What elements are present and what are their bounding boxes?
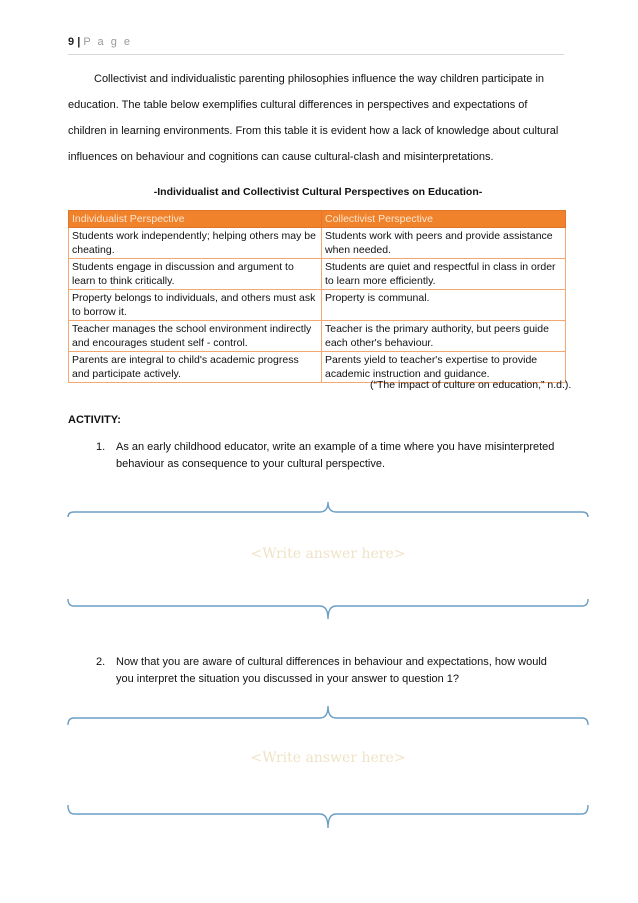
page-label: P a g e	[83, 36, 132, 48]
perspectives-table	[68, 210, 566, 383]
question-2-number: 2.	[96, 656, 106, 668]
table-row	[69, 259, 566, 290]
table-cell-individualist: Students engage in discussion and argument to learn to think critically.	[69, 259, 322, 290]
table-header-row	[69, 211, 566, 228]
page-number: 9	[68, 36, 75, 48]
bottom-brace-icon	[66, 804, 590, 830]
bottom-brace-icon	[66, 598, 590, 622]
table-cell-collectivist: Parents yield to teacher's expertise to provide academic instruction and guidance.	[322, 352, 566, 383]
intro-paragraph: Collectivist and individualistic parenting philosophies influence the way children participate in education. The table below exemplifies cultural differences in perspectives and expectations of children in learning environments. From this table it is evident how a lack of knowledge about cultural influences on behaviour and cognitions can cause cultural-clash and misinterpretations.	[68, 73, 559, 163]
question-1-text: As an early childhood educator, write an example of a time where you have misinterpreted behaviour as consequence to your cultural perspective.	[116, 441, 555, 470]
table-cell-individualist: Property belongs to individuals, and others must ask to borrow it.	[69, 290, 322, 321]
question-1	[96, 439, 556, 473]
answer-placeholder-1[interactable]: <Write answer here>	[250, 546, 406, 562]
answer-box-1[interactable]	[66, 500, 590, 620]
table-cell-collectivist: Students are quiet and respectful in class in order to learn more efficiently.	[322, 259, 566, 290]
table-cell-collectivist: Students work with peers and provide assistance when needed.	[322, 228, 566, 259]
table-cell-individualist: Students work independently; helping others may be cheating.	[69, 228, 322, 259]
header-individualist: Individualist Perspective	[69, 211, 322, 228]
activity-heading: ACTIVITY:	[68, 414, 121, 426]
table-row	[69, 228, 566, 259]
page-header	[68, 36, 564, 55]
top-brace-icon	[66, 704, 590, 726]
table-title: -Individualist and Collectivist Cultural Perspectives on Education-	[153, 186, 483, 198]
question-1-number: 1.	[96, 441, 106, 453]
table-cell-collectivist: Property is communal.	[322, 290, 566, 321]
answer-placeholder-2[interactable]: <Write answer here>	[250, 750, 406, 766]
table-citation: (“The impact of culture on education,” n.d.).	[370, 379, 572, 391]
table-cell-individualist: Parents are integral to child's academic progress and participate actively.	[69, 352, 322, 383]
table-row	[69, 290, 566, 321]
table-row	[69, 352, 566, 383]
question-2	[96, 654, 556, 688]
top-brace-icon	[66, 500, 590, 518]
header-separator: |	[77, 36, 81, 48]
table-cell-collectivist: Teacher is the primary authority, but peers guide each other's behaviour.	[322, 321, 566, 352]
question-2-text: Now that you are aware of cultural differences in behaviour and expectations, how would you interpret the situation you discussed in your answer to question 1?	[116, 656, 547, 685]
header-collectivist: Collectivist Perspective	[322, 211, 566, 228]
table-cell-individualist: Teacher manages the school environment indirectly and encourages student self - control.	[69, 321, 322, 352]
answer-box-2[interactable]	[66, 704, 590, 828]
table-row	[69, 321, 566, 352]
